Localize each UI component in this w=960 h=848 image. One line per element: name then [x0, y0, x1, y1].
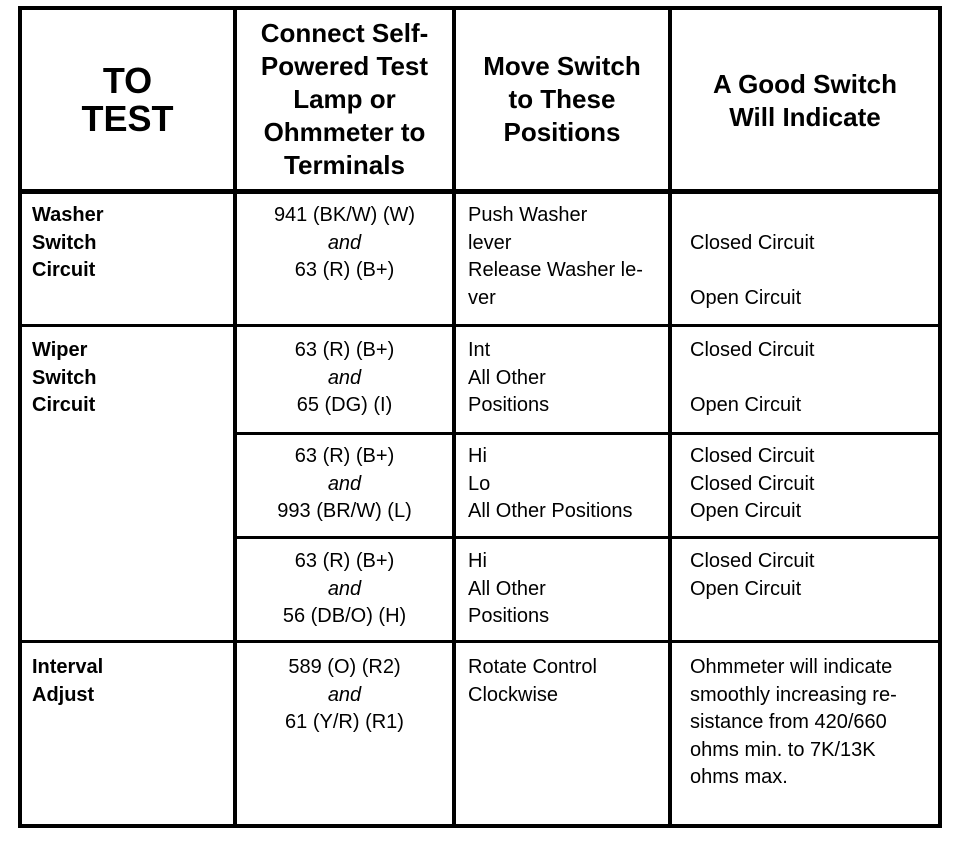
interval-indicate-line: ohms min. to 7K/13K	[690, 738, 876, 761]
wiper-3-terminals-cell	[237, 548, 452, 631]
wiper-3-position-line: All Other	[468, 577, 546, 600]
washer-test-cell	[22, 202, 233, 285]
washer-test-line: Washer	[32, 204, 104, 226]
interval-terminal-line: 61 (Y/R) (R1)	[285, 711, 404, 733]
wiper-3-positions-cell	[456, 548, 668, 631]
wiper-2-terminal-line: 63 (R) (B+)	[294, 445, 395, 467]
washer-test-line: Circuit	[32, 259, 96, 281]
washer-position-line: ver	[468, 286, 496, 309]
row-divider-washer	[20, 324, 940, 327]
wiper-1-positions-cell	[456, 337, 668, 420]
header-connect-line: Connect Self-	[260, 18, 429, 48]
washer-indicate-cell	[672, 230, 938, 313]
washer-terminals-cell	[237, 202, 452, 285]
wiper-2-terminal-and: and	[327, 472, 362, 495]
wiper-3-terminal-line: 56 (DB/O) (H)	[282, 605, 407, 627]
wiper-2-indicate-cell	[672, 443, 938, 526]
wiper-2-indicate-line: Closed Circuit	[690, 445, 815, 467]
header-move-line: Move Switch	[483, 51, 641, 81]
wiper-1-terminal-line: 63 (R) (B+)	[294, 339, 395, 361]
wiper-test-cell	[22, 337, 233, 420]
interval-terminal-line: 589 (O) (R2)	[288, 656, 401, 678]
wiper-1-terminal-line: 65 (DG) (I)	[296, 394, 393, 416]
interval-position-line: Rotate Control	[468, 656, 597, 678]
washer-terminal-line: 63 (R) (B+)	[294, 259, 395, 281]
header-connect-line: Terminals	[284, 150, 405, 180]
interval-test-line: Adjust	[32, 683, 95, 706]
washer-test-line: Switch	[32, 231, 97, 254]
header-to-test	[22, 10, 233, 189]
interval-indicate-cell	[672, 654, 938, 792]
wiper-2-position-line: All Other Positions	[468, 500, 633, 522]
header-move-line: Positions	[503, 117, 621, 147]
header-move-switch	[456, 10, 668, 189]
wiper-2-indicate-line: Open Circuit	[690, 500, 802, 522]
header-divider	[20, 189, 940, 194]
header-good-switch	[672, 10, 938, 189]
interval-test-line: Interval	[32, 656, 104, 678]
header-to-test-line: TEST	[81, 97, 174, 139]
wiper-2-position-line: Hi	[468, 445, 487, 467]
wiper-3-position-line: Positions	[468, 605, 550, 627]
header-indicate-line: A Good Switch	[713, 68, 897, 99]
header-connect	[237, 10, 452, 189]
wiper-1-indicate-cell	[672, 337, 938, 420]
washer-indicate-line: Open Circuit	[690, 287, 802, 309]
interval-indicate-line: sistance from 420/660	[690, 711, 887, 733]
wiper-3-position-line: Hi	[468, 550, 487, 572]
row-divider-wiper	[20, 640, 940, 643]
wiper-test-line: Switch	[32, 366, 97, 389]
wiper-test-line: Wiper	[32, 339, 88, 361]
header-connect-line: Lamp or	[293, 84, 396, 114]
interval-terminals-cell	[237, 654, 452, 737]
header-connect-line: Ohmmeter to	[263, 117, 426, 147]
wiper-3-indicate-cell	[672, 548, 938, 603]
wiper-2-terminal-line: 993 (BR/W) (L)	[277, 500, 412, 522]
header-to-test-line: TO	[102, 59, 153, 101]
wiper-1-indicate-line: Open Circuit	[690, 394, 802, 416]
wiper-2-position-line: Lo	[468, 472, 491, 495]
washer-terminal-line: 941 (BK/W) (W)	[273, 204, 416, 226]
wiper-1-indicate-line: Closed Circuit	[690, 339, 815, 361]
wiper-2-terminals-cell	[237, 443, 452, 526]
interval-indicate-line: smoothly increasing re-	[690, 683, 897, 706]
wiper-3-indicate-line: Open Circuit	[690, 577, 802, 600]
washer-position-line: lever	[468, 231, 512, 254]
washer-indicate-line: Closed Circuit	[690, 232, 815, 254]
interval-test-cell	[22, 654, 233, 709]
interval-terminal-and: and	[327, 683, 362, 706]
washer-position-line: Release Washer le-	[468, 259, 643, 281]
washer-positions-cell	[456, 202, 668, 312]
wiper-test-line: Circuit	[32, 394, 96, 416]
interval-position-line: Clockwise	[468, 683, 559, 706]
wiper-3-indicate-line: Closed Circuit	[690, 550, 815, 572]
wiper-2-positions-cell	[456, 443, 668, 526]
washer-terminal-and: and	[327, 231, 362, 254]
wiper-2-indicate-line: Closed Circuit	[690, 472, 815, 495]
header-connect-line: Powered Test	[260, 51, 429, 81]
interval-indicate-line: ohms max.	[690, 766, 788, 788]
wiper-1-terminal-and: and	[327, 366, 362, 389]
header-move-line: to These	[508, 84, 616, 114]
interval-positions-cell	[456, 654, 668, 709]
wiper-3-terminal-and: and	[327, 577, 362, 600]
washer-position-line: Push Washer	[468, 204, 588, 226]
row-divider-wiper-1	[235, 432, 940, 435]
wiper-1-terminals-cell	[237, 337, 452, 420]
wiper-1-position-line: All Other	[468, 366, 546, 389]
wiper-1-position-line: Int	[468, 339, 491, 361]
wiper-1-position-line: Positions	[468, 394, 550, 416]
header-indicate-line: Will Indicate	[729, 101, 881, 132]
interval-indicate-line: Ohmmeter will indicate	[690, 656, 893, 678]
row-divider-wiper-2	[235, 536, 940, 539]
wiper-3-terminal-line: 63 (R) (B+)	[294, 550, 395, 572]
